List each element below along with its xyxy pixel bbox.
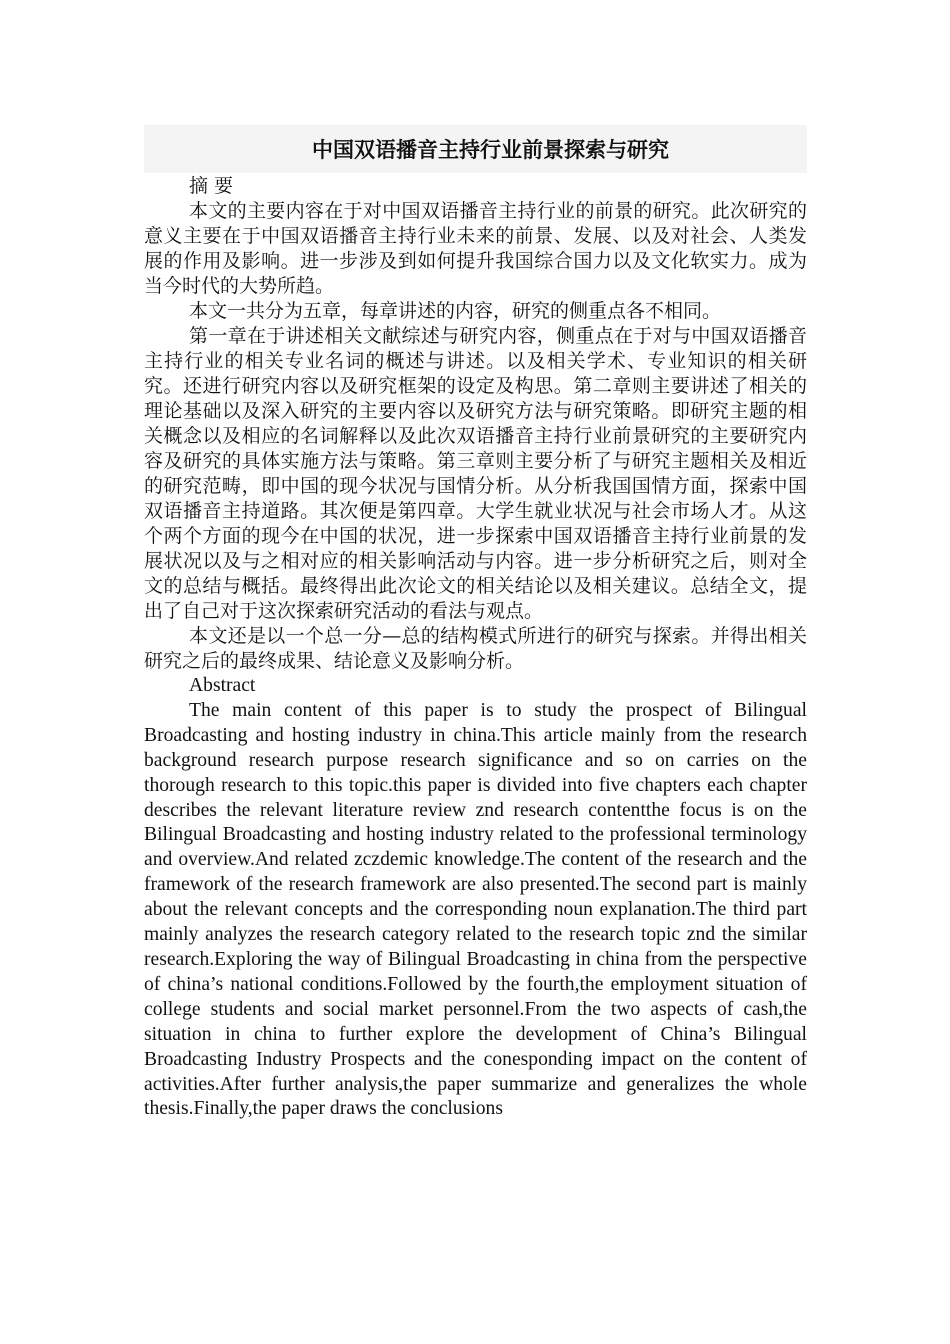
document-title: 中国双语播音主持行业前景探索与研究 bbox=[312, 138, 669, 162]
document-body bbox=[144, 174, 807, 1122]
paragraph-en-1: The main content of this paper is to study the prospect of Bilingual Broadcasting and hosting industry in china.This article mainly from the research background research purpose research significance and so on carries on the thorough research to this topic.this paper is divided into five chapters each chapter describes the relevant literature review znd research contentthe focus is on the Bilingual Broadcasting and hosting industry related to the professional terminology and overview.And related zczdemic knowledge.The content of the research and the framework of the research framework are also presented.The second part is mainly about the relevant concepts and the corresponding noun explanation.The third part mainly analyzes the research category related to the research topic znd the similar research.Exploring the way of Bilingual Broadcasting in china from the perspective of china’s national conditions.Followed by the fourth,the employment situation of college students and social market personnel.From the two aspects of cash,the situation in china to further explore the development of China’s Bilingual Broadcasting Industry Prospects and the conesponding impact on the content of activities.After further analysis,the paper summarize and generalizes the whole thesis.Finally,the paper draws the conclusions bbox=[144, 699, 807, 1120]
abstract-cn-heading: 摘 要 bbox=[189, 175, 234, 197]
paragraph-cn-3: 第一章在于讲述相关文献综述与研究内容，侧重点在于对与中国双语播音主持行业的相关专业名词的概述与讲述。以及相关学术、专业知识的相关研究。还进行研究内容以及研究框架的设定及构思。第二章则主要讲述了相关的理论基础以及深入研究的主要内容以及研究方法与研究策略。即研究主题的相关概念以及相应的名词解释以及此次双语播音主持行业前景研究的主要研究内容及研究的具体实施方法与策略。第三章则主要分析了与研究主题相关及相近的研究范畴，即中国的现今状况与国情分析。从分析我国国情方面，探索中国双语播音主持道路。其次便是第四章。大学生就业状况与社会市场人才。从这个两个方面的现今在中国的状况，进一步探索中国双语播音主持行业前景的发展状况以及与之相对应的相关影响活动与内容。进一步分析研究之后，则对全文的总结与概括。最终得出此次论文的相关结论以及相关建议。总结全文，提出了自己对于这次探索研究活动的看法与观点。 bbox=[144, 325, 807, 622]
paragraph-cn-4: 本文还是以一个总一分—总的结构模式所进行的研究与探索。并得出相关研究之后的最终成果、结论意义及影响分析。 bbox=[144, 625, 807, 672]
paragraph-cn-2: 本文一共分为五章，每章讲述的内容，研究的侧重点各不相同。 bbox=[189, 300, 722, 322]
abstract-en-heading: Abstract bbox=[189, 675, 256, 696]
paragraph-cn-1: 本文的主要内容在于对中国双语播音主持行业的前景的研究。此次研究的意义主要在于中国双语播音主持行业未来的前景、发展、以及对社会、人类发展的作用及影响。进一步涉及到如何提升我国综合国力以及文化软实力。成为当今时代的大势所趋。 bbox=[144, 200, 807, 297]
